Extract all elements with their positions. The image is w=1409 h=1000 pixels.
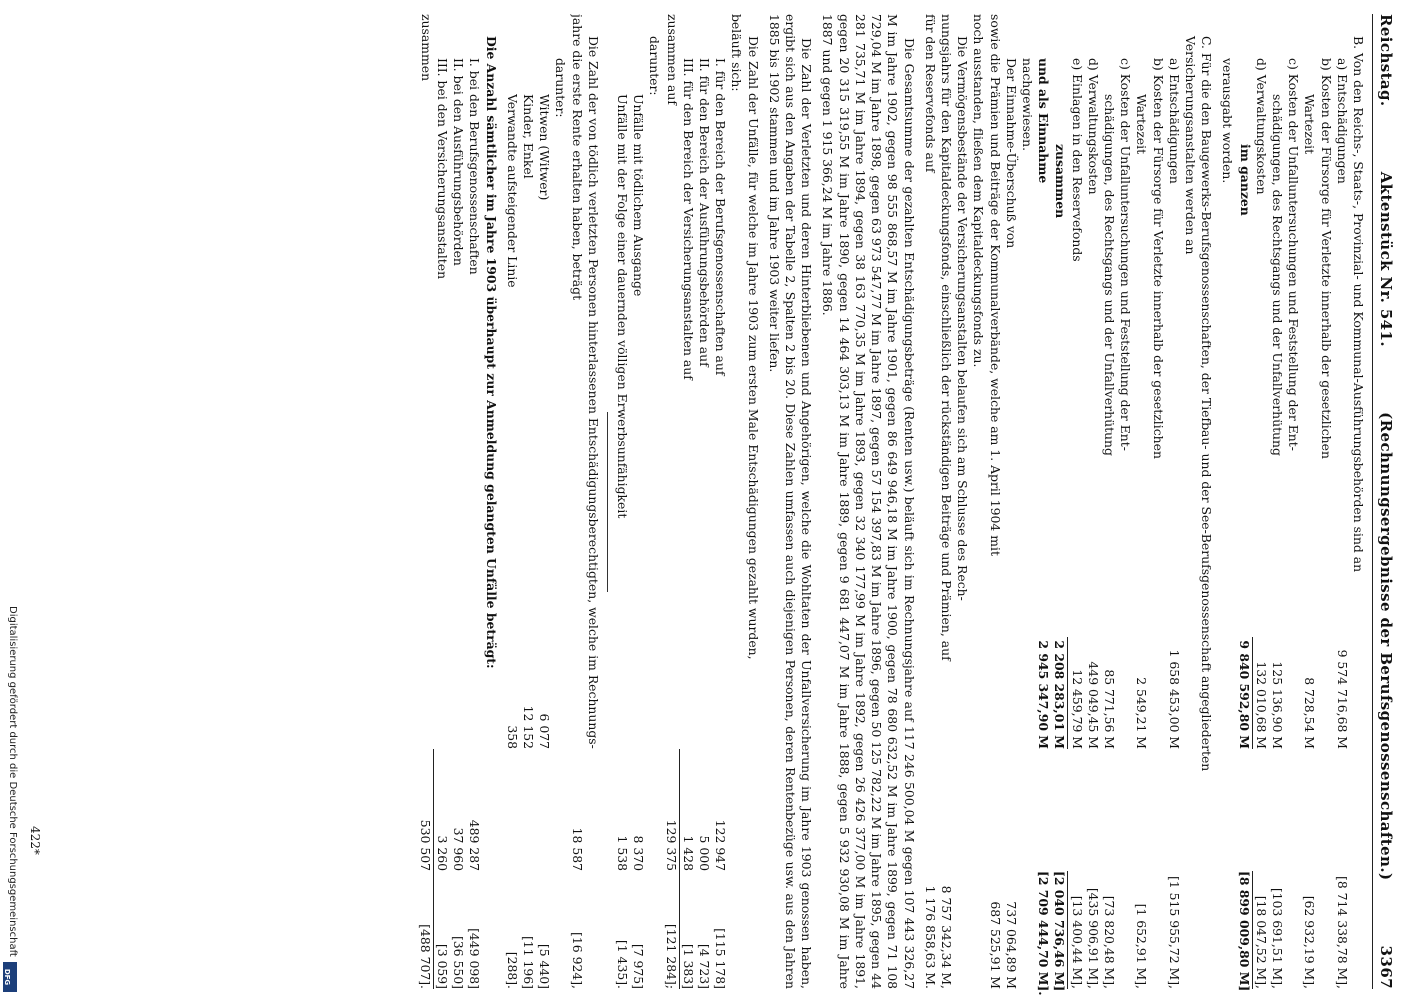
table-row: sowie die Prämien und Beiträge der Kommunalverbände, welche am 1. April 1904 mit 687 525,91 M xyxy=(987,14,1003,989)
section-b-intro: B. Von den Reichs-, Staats-, Provinzial- und Kommunal-Ausführungsbehörden sind an xyxy=(1351,36,1366,573)
unfaelle-sum: zusammen auf 129 375 [121 284]; xyxy=(663,14,680,989)
paragraph-verletzte: Die Zahl der Verletzten und deren Hinterbliebenen und Angehörigen, welche die Wohltaten der Unfallversicherung im Jahre 1903 genossen haben, ergibt sich aus den Angaben der Tabelle 2, Spalten 2 bis 20. Diese Zahlen umfassen auch diejenigen Personen, deren Rentenbezüge usw. aus den Jahren 1885 bis 1902 stammen und im Jahre 1903 weiter liefen. xyxy=(766,14,815,989)
hinterbliebene-darunter: darunter: xyxy=(553,58,569,118)
table-row: nungsjahrs für den Kapitaldeckungsfonds, einschließlich der rückständigen Beiträge und Prämien, auf 8 757 342,34 M, xyxy=(938,14,954,989)
angemeldet-intro: Die Anzahl sämtlicher im Jahre 1903 überhaupt zur Anmeldung gelangten Unfälle beträgt: xyxy=(483,36,499,669)
section-c-intro: C. Für die den Baugewerks-Berufsgenossenschaften, der Tiefbau- und der See-Berufsgenossenschaft angegliederten xyxy=(1199,36,1215,772)
header-page-number: 3367 xyxy=(1377,945,1395,989)
divider xyxy=(607,412,608,592)
table-row: II. für den Bereich der Ausführungsbehörden auf 5 000 [4 723] xyxy=(697,58,713,989)
section-c-einnahme: und als Einnahme 2 945 347,90 M [2 709 444,70 M]. xyxy=(1036,58,1052,996)
digitization-note: Digitalisierung gefördert durch die Deutsche Forschungsgemeinschaft xyxy=(7,606,18,957)
table-row: Der Einnahme-Überschuß von 737 064,89 M xyxy=(1003,58,1019,989)
hinterbliebene-intro: Die Zahl der von tödlich verletzten Personen hinterlassenen Entschädigungsberechtigten, welche im Rechnungs- xyxy=(585,36,601,749)
table-row: c) Kosten der Unfalluntersuchungen und Feststellung der Ent- xyxy=(1118,58,1134,451)
table-row: schädigungen, des Rechtsgangs und der Unfallverhütung 125 136,90 M [103 691,51 M], xyxy=(1269,94,1285,989)
table-row: Unfälle mit der Folge einer dauernden völligen Erwerbsunfähigkeit 1 538 [1 435]. xyxy=(615,94,631,989)
table-row: schädigungen, des Rechtsgangs und der Unfallverhütung 85 771,56 M [73 820,48 M], xyxy=(1101,94,1117,989)
table-row: für den Reservefonds auf 1 176 858,63 M. xyxy=(922,14,938,989)
section-c-kapital: noch ausstanden, fließen dem Kapitaldeckungsfonds zu. xyxy=(971,14,987,368)
table-row: a) Entschädigungen 9 574 716,68 M [8 714 338,78 M], xyxy=(1334,58,1350,989)
angemeldet-sum: zusammen 530 507 [488 707]. xyxy=(417,14,434,989)
table-row: II. bei den Ausführungsbehörden 37 960 [36 550] xyxy=(451,58,467,989)
table-row: b) Kosten der Fürsorge für Verletzte innerhalb der gesetzlichen xyxy=(1318,58,1334,459)
section-b-total: im ganzen 9 840 592,80 M [8 899 009,80 M] xyxy=(1236,144,1253,992)
header-center: Aktenstück Nr. 541. xyxy=(1377,171,1395,347)
page-content xyxy=(417,14,1395,996)
section-c-nachgewiesen: nachgewiesen. xyxy=(1019,58,1035,152)
table-row: I. bei den Berufsgenossenschaften 489 287 [449 098] xyxy=(467,58,483,989)
table-row: Unfälle mit tödlichem Ausgange 8 370 [7 975] xyxy=(631,94,647,989)
unfaelle-darunter: darunter: xyxy=(647,36,663,96)
table-row: e) Einlagen in den Reservefonds 12 459,79 M [13 400,44 M], xyxy=(1069,58,1085,989)
page-header xyxy=(1372,14,1395,989)
table-row: d) Verwaltungskosten 449 049,45 M [435 906,91 M], xyxy=(1085,58,1101,989)
table-row: Witwen (Witwer) 6 077 [5 440] xyxy=(537,94,553,989)
table-row: a) Entschädigungen 1 658 453,00 M [1 515 955,72 M], xyxy=(1166,58,1182,989)
table-row: c) Kosten der Unfalluntersuchungen und Feststellung der Ent- xyxy=(1286,58,1302,451)
section-c-sum: zusammen 2 208 283,01 M [2 040 736,46 M] xyxy=(1052,144,1069,992)
unfaelle-intro: Die Zahl der Unfälle, für welche im Jahre 1903 zum ersten Male Entschädigungen gezahlt wurden, xyxy=(745,36,761,660)
table-row: III. für den Bereich der Versicherungsanstalten auf 1 428 [1 383] xyxy=(680,58,696,989)
section-c-intro2: Versicherungsanstalten werden an xyxy=(1182,36,1198,255)
table-row: Wartezeit 8 728,54 M [62 932,19 M], xyxy=(1302,94,1318,989)
unfaelle-intro2: beläuft sich: xyxy=(729,14,745,92)
dfg-logo: DFG xyxy=(3,962,17,992)
section-b-closing: verausgabt worden. xyxy=(1220,58,1236,184)
table-row: b) Kosten der Fürsorge für Verletzte innerhalb der gesetzlichen xyxy=(1150,58,1166,459)
table-row: Verwandte aufsteigender Linie 358 [288]. xyxy=(504,94,520,989)
table-row: I. für den Bereich der Berufsgenossenschaften auf 122 947 [115 178] xyxy=(713,58,729,989)
table-row: jahre die erste Rente erhalten haben, beträgt 18 587 [16 924], xyxy=(569,14,585,989)
section-c-vermoegen: Die Vermögensbestände der Versicherungsanstalten belaufen sich am Schlusse des Rech- xyxy=(955,36,971,601)
table-row: III. bei den Versicherungsanstalten 3 260 [3 059] xyxy=(435,58,451,989)
header-sub: (Rechnungsergebnisse der Berufsgenossenschaften.) xyxy=(1377,412,1395,881)
table-row: Wartezeit 2 549,21 M [1 652,91 M], xyxy=(1134,94,1150,989)
page-mark: 422* xyxy=(28,826,42,855)
header-left: Reichstag. xyxy=(1377,14,1395,107)
paragraph-gesamtsumme: Die Gesamtsumme der gezahlten Entschädigungsbeträge (Renten usw.) beläuft sich im Rechnungsjahre auf 117 246 500,04 M gegen 107 443 326,27 M im Jahre 1902, gegen 98 555 868,57 M im Jahre 1901, gegen 86 649 946,18 M im Jahre 1900, gegen 78 680 632,52 M im Jahre 1899, gegen 71 108 729,04 M im Jahre 1898, gegen 63 973 547,77 M im Jahre 1897, gegen 57 154 397,83 M im Jahre 1896, gegen 50 125 782,22 M im Jahre 1895, gegen 44 281 735,71 M im Jahre 1894, gegen 38 163 770,35 M im Jahre 1893, gegen 32 340 177,99 M im Jahre 1892, gegen 26 426 377,00 M im Jahre 1891, gegen 20 315 319,55 M im Jahre 1890, gegen 14 464 303,13 M im Jahre 1889, gegen 9 681 447,07 M im Jahre 1888, gegen 5 932 930,08 M im Jahre 1887 und gegen 1 915 366,24 M im Jahre 1886. xyxy=(820,14,917,989)
table-row: d) Verwaltungskosten 132 010,68 M [18 047,52 M], xyxy=(1253,58,1269,989)
table-row: Kinder, Enkel 12 152 [11 196] xyxy=(521,94,537,989)
